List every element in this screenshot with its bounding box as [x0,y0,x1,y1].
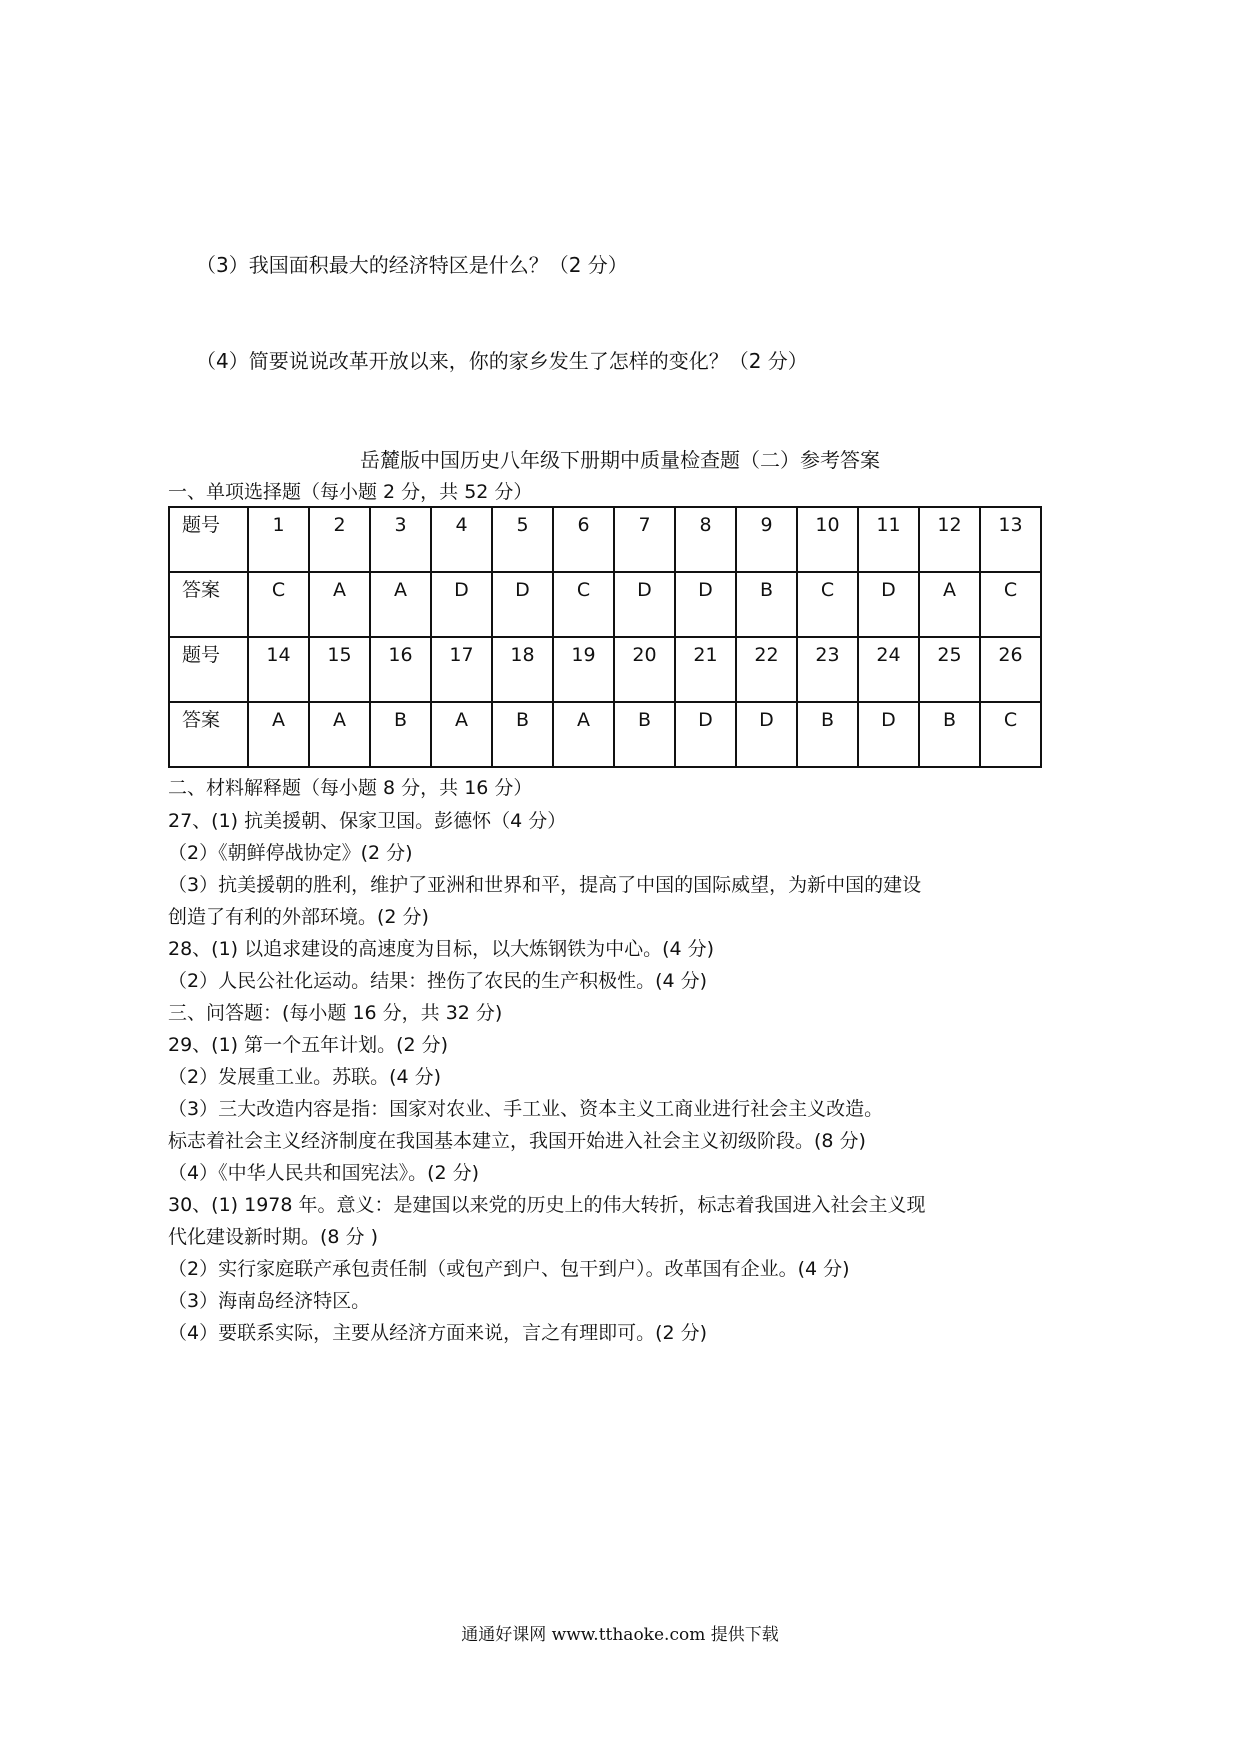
answer-cell: A [309,572,370,637]
answer-28-2: （2）人民公社化运动。结果：挫伤了农民的生产积极性。(4 分) [168,970,708,992]
answer-30-1-cont: 代化建设新时期。(8 分 ) [168,1226,378,1248]
question-number: 20 [614,637,675,702]
answer-cell: B [370,702,431,767]
answer-cell: B [614,702,675,767]
answer-cell: D [736,702,797,767]
answer-cell: A [553,702,614,767]
question-number: 8 [675,507,736,572]
answer-27-2: （2）《朝鲜停战协定》(2 分) [168,842,413,864]
number-row-1 [169,507,1041,572]
answer-key-title: 岳麓版中国历史八年级下册期中质量检查题（二）参考答案 [360,448,880,472]
question-number: 5 [492,507,553,572]
question-4: （4）简要说说改革开放以来，你的家乡发生了怎样的变化？（2 分） [196,349,808,373]
question-number: 1 [248,507,309,572]
answer-cell: C [248,572,309,637]
answer-30-1: 30、(1) 1978 年。意义：是建国以来党的历史上的伟大转折，标志着我国进入社会主义现 [168,1194,926,1216]
answer-cell: B [492,702,553,767]
answer-cell: C [797,572,858,637]
answer-27-1: 27、(1) 抗美援朝、保家卫国。彭德怀（4 分） [168,810,567,832]
answer-cell: D [858,702,919,767]
question-number: 14 [248,637,309,702]
answer-cell: C [980,572,1041,637]
question-number: 22 [736,637,797,702]
row-label: 答案 [169,702,248,767]
answer-27-3-cont: 创造了有利的外部环境。(2 分) [168,906,429,928]
question-number: 19 [553,637,614,702]
question-number: 15 [309,637,370,702]
answer-cell: D [431,572,492,637]
answer-cell: B [736,572,797,637]
answer-29-3-cont: 标志着社会主义经济制度在我国基本建立，我国开始进入社会主义初级阶段。(8 分) [168,1130,866,1152]
question-number: 11 [858,507,919,572]
answer-30-3: （3）海南岛经济特区。 [168,1290,371,1312]
question-3: （3）我国面积最大的经济特区是什么？（2 分） [196,253,628,277]
question-number: 12 [919,507,980,572]
answer-cell: D [614,572,675,637]
answer-27-3: （3）抗美援朝的胜利，维护了亚洲和世界和平，提高了中国的国际威望，为新中国的建设 [168,874,922,896]
answer-cell: A [248,702,309,767]
question-number: 21 [675,637,736,702]
answer-cell: D [675,702,736,767]
answer-row-2 [169,702,1041,767]
answer-cell: D [858,572,919,637]
answer-cell: D [492,572,553,637]
section-2-heading: 二、材料解释题（每小题 8 分，共 16 分） [168,777,533,799]
question-number: 17 [431,637,492,702]
answer-row-1 [169,572,1041,637]
answer-29-4: （4）《中华人民共和国宪法》。(2 分) [168,1162,480,1184]
question-number: 4 [431,507,492,572]
question-number: 25 [919,637,980,702]
answer-cell: B [797,702,858,767]
number-row-2 [169,637,1041,702]
answer-cell: A [370,572,431,637]
answer-cell: A [919,572,980,637]
answer-28-1: 28、(1) 以追求建设的高速度为目标，以大炼钢铁为中心。(4 分) [168,938,715,960]
footer-credit: 通通好课网 www.tthaoke.com 提供下载 [461,1625,779,1645]
row-label: 题号 [169,637,248,702]
answer-cell: A [431,702,492,767]
question-number: 23 [797,637,858,702]
row-label: 题号 [169,507,248,572]
answer-30-2: （2）实行家庭联产承包责任制（或包产到户、包干到户）。改革国有企业。(4 分) [168,1258,850,1280]
answer-30-4: （4）要联系实际，主要从经济方面来说，言之有理即可。(2 分) [168,1322,708,1344]
answer-29-2: （2）发展重工业。苏联。(4 分) [168,1066,442,1088]
question-number: 13 [980,507,1041,572]
answer-cell: B [919,702,980,767]
question-number: 9 [736,507,797,572]
row-label: 答案 [169,572,248,637]
answer-cell: D [675,572,736,637]
section-1-heading: 一、单项选择题（每小题 2 分，共 52 分） [168,481,533,503]
question-number: 26 [980,637,1041,702]
answer-29-1: 29、(1) 第一个五年计划。(2 分) [168,1034,449,1056]
question-number: 7 [614,507,675,572]
question-number: 6 [553,507,614,572]
question-number: 24 [858,637,919,702]
answer-cell: C [553,572,614,637]
answer-table [168,506,1042,768]
question-number: 16 [370,637,431,702]
question-number: 3 [370,507,431,572]
answer-29-3: （3）三大改造内容是指：国家对农业、手工业、资本主义工商业进行社会主义改造。 [168,1098,884,1120]
answer-cell: C [980,702,1041,767]
answer-cell: A [309,702,370,767]
question-number: 2 [309,507,370,572]
section-3-heading: 三、问答题：(每小题 16 分，共 32 分) [168,1002,503,1024]
question-number: 10 [797,507,858,572]
question-number: 18 [492,637,553,702]
